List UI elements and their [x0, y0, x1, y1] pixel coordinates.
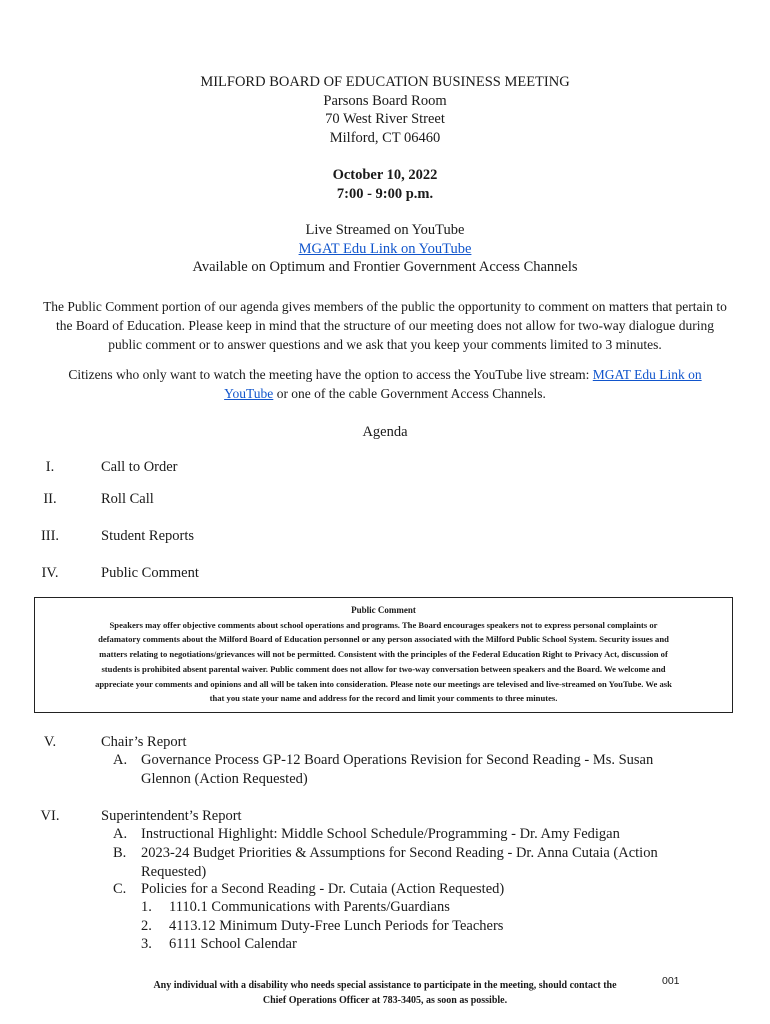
policy-item: [141, 898, 741, 917]
notice-title: Public Comment: [351, 605, 416, 615]
meeting-header: [0, 73, 770, 147]
sub-item-text: 2023-24 Budget Priorities & Assumptions for Second Reading - Dr. Anna Cutaia (Action: [141, 845, 658, 861]
sub-item-marker: A.: [113, 826, 128, 842]
footer-line: Chief Operations Officer at 783-3405, as soon as possible.: [262, 995, 508, 1006]
agenda-item-label: Student Reports: [101, 528, 195, 544]
intro-line: The Public Comment portion of our agenda gives members of the public the opportunity to comment on matters that pertain to: [43, 299, 727, 314]
agenda-item-number: I.: [45, 459, 55, 475]
supt-sub-item: [113, 880, 753, 899]
policy-marker: 2.: [141, 918, 152, 934]
citizens-text-after: or one of the cable Government Access Channels.: [273, 386, 546, 401]
notice-line: that you state your name and address for the record and limit your comments to three minutes.: [209, 693, 558, 704]
agenda-heading: [0, 423, 770, 442]
agenda-item-number: IV.: [41, 565, 59, 581]
meeting-street: 70 West River Street: [325, 111, 445, 127]
accessibility-footer: [100, 978, 670, 1008]
chair-sub-item: [113, 751, 753, 788]
page-number: 001: [662, 975, 680, 987]
citizens-paragraph: [45, 365, 725, 403]
sub-item-text: Instructional Highlight: Middle School Schedule/Programming - Dr. Amy Fedigan: [141, 826, 620, 842]
youtube-link[interactable]: MGAT Edu Link on YouTube: [298, 240, 472, 257]
supt-sub-item: [113, 825, 753, 844]
sub-item-text: Policies for a Second Reading - Dr. Cutaia (Action Requested): [141, 881, 505, 897]
public-comment-notice: [34, 597, 733, 713]
policy-marker: 3.: [141, 936, 152, 952]
notice-line: Speakers may offer objective comments about school operations and programs. The Board encourages speakers not to express personal complaints or: [109, 619, 658, 630]
agenda-item-number: V.: [43, 734, 57, 750]
meeting-datetime: [0, 166, 770, 203]
agenda-item-label: Public Comment: [101, 565, 199, 581]
agenda-item-label: Call to Order: [101, 459, 178, 475]
policy-text: 4113.12 Minimum Duty-Free Lunch Periods for Teachers: [169, 918, 504, 934]
agenda-item-label: Superintendent’s Report: [101, 808, 242, 824]
policy-marker: 1.: [141, 899, 152, 915]
supt-sub-item: [113, 844, 753, 881]
notice-line: appreciate your comments and opinions and all will be taken into consideration. Please note our meetings are televised and live-streamed on YouTube. We ask: [95, 678, 672, 689]
youtube-link-inline[interactable]: MGAT Edu Link on: [592, 367, 702, 382]
notice-line: students is prohibited absent parental waiver. Public comment does not allow for two-way conversation between speakers and the Board. We welcome and: [101, 663, 666, 674]
intro-line: the Board of Education. Please keep in mind that the structure of our meeting does not allow for two-way dialogue during: [56, 318, 714, 333]
notice-line: matters relating to negotiations/grievances will not be permitted. Consistent with the principles of the Federal Education Right to Privacy Act, discussion of: [99, 649, 668, 660]
policy-text: 1110.1 Communications with Parents/Guardians: [169, 899, 450, 915]
sub-item-text: Governance Process GP-12 Board Operations Revision for Second Reading - Ms. Susan: [141, 752, 654, 768]
policy-item: [141, 935, 741, 954]
intro-line: public comment or to answer questions and we ask that you keep your comments limited to 3 minutes.: [108, 337, 662, 352]
agenda-item-label: Chair’s Report: [101, 734, 187, 750]
agenda-heading-text: Agenda: [362, 424, 408, 440]
agenda-item-number: II.: [43, 491, 57, 507]
meeting-city: Milford, CT 06460: [329, 129, 441, 146]
citizens-text: Citizens who only want to watch the meeting have the option to access the YouTube live stream:: [68, 367, 593, 382]
sub-item-text: Requested): [141, 863, 207, 880]
stream-info: [0, 221, 770, 277]
policy-item: [141, 917, 741, 936]
meeting-time: 7:00 - 9:00 p.m.: [336, 185, 434, 202]
public-comment-intro: [28, 297, 742, 354]
youtube-link-inline-cont[interactable]: YouTube: [224, 386, 274, 401]
agenda-item-number: III.: [40, 528, 60, 544]
channels-label: Available on Optimum and Frontier Government Access Channels: [192, 259, 578, 275]
policy-text: 6111 School Calendar: [169, 936, 297, 952]
sub-item-text: Glennon (Action Requested): [141, 770, 308, 787]
meeting-room: Parsons Board Room: [323, 92, 447, 109]
agenda-item-number: VI.: [40, 808, 60, 824]
notice-line: defamatory comments about the Milford Board of Education personnel or any person associated with the Milford Public School System. Security issues and: [98, 634, 669, 645]
meeting-date: October 10, 2022: [332, 167, 438, 183]
sub-item-marker: A.: [113, 752, 128, 768]
stream-label: Live Streamed on YouTube: [305, 222, 465, 238]
meeting-title: MILFORD BOARD OF EDUCATION BUSINESS MEETING: [200, 74, 570, 90]
agenda-item-label: Roll Call: [101, 491, 154, 507]
footer-line: Any individual with a disability who needs special assistance to participate in the meeting, should contact the: [153, 980, 617, 991]
sub-item-marker: B.: [113, 845, 127, 861]
sub-item-marker: C.: [113, 881, 127, 897]
